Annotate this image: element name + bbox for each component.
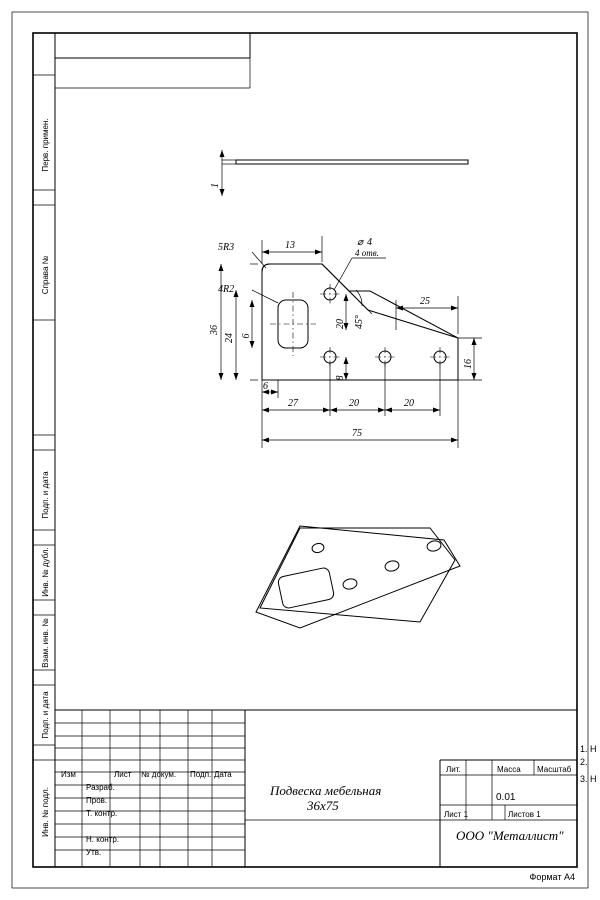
part-name-line1: Подвеска мебельная xyxy=(270,783,382,798)
dim-8: 8 xyxy=(335,375,346,381)
dim-hole-dia: ⌀ 4 xyxy=(357,237,373,248)
left-label-1: Справа № xyxy=(41,255,50,295)
left-label-5: Подп. и дата xyxy=(41,691,50,739)
dim-75: 75 xyxy=(352,428,362,439)
label-sheets: Листов 1 xyxy=(508,810,541,819)
company-name: ООО "Металлист" xyxy=(456,828,564,843)
part-name-line2: 36х75 xyxy=(307,798,339,813)
front-view xyxy=(209,236,482,448)
tb-header-podp: Подп. xyxy=(190,770,212,779)
format-label: Формат А4 xyxy=(529,872,575,882)
dim-20-b: 20 xyxy=(404,398,414,409)
tb-header-data: Дата xyxy=(214,770,232,779)
value-mass: 0.01 xyxy=(496,792,516,803)
label-masshtab: Масштаб xyxy=(537,765,572,774)
dim-24: 24 xyxy=(224,333,235,343)
dim-27: 27 xyxy=(288,398,298,409)
right-note-2: 3. Н xyxy=(580,774,597,784)
sheet-frame xyxy=(33,33,577,867)
dim-thickness: 1 xyxy=(210,183,221,188)
top-left-box xyxy=(55,33,250,88)
tb-row-nkontr: Н. контр. xyxy=(86,835,120,844)
tb-row-utv: Утв. xyxy=(86,848,102,857)
tb-header-dokum: № докум. xyxy=(141,770,177,779)
tb-header-izm: Изм xyxy=(61,770,76,779)
label-massa: Масса xyxy=(497,765,521,774)
right-note-1: 2. xyxy=(580,757,588,767)
label-lit: Лит. xyxy=(446,765,461,774)
dim-5R3: 5R3 xyxy=(218,242,235,253)
dim-20-a: 20 xyxy=(349,398,359,409)
tb-header-list: Лист xyxy=(114,770,132,779)
tb-row-tkontr: Т. контр. xyxy=(86,809,118,818)
left-label-4: Взам. инв. № xyxy=(41,618,50,668)
dim-6-bottom: 6 xyxy=(263,381,268,392)
sheet-outer-border xyxy=(12,12,588,888)
left-label-6: Инв. № подл. xyxy=(41,787,50,837)
dim-16: 16 xyxy=(463,359,474,369)
dim-angle: 45° xyxy=(354,315,365,329)
isometric-view xyxy=(256,526,460,628)
left-label-0: Перв. примен. xyxy=(41,118,50,172)
dim-36: 36 xyxy=(209,325,220,335)
dim-25: 25 xyxy=(420,296,430,307)
left-label-2: Подп. и дата xyxy=(41,471,50,519)
left-label-3: Инв. № дубл. xyxy=(41,547,50,597)
label-sheet: Лист 1 xyxy=(444,810,469,819)
title-block xyxy=(55,710,597,867)
dim-hole-count: 4 отв. xyxy=(355,248,379,258)
dim-13: 13 xyxy=(285,240,295,251)
dim-6-left: 6 xyxy=(241,333,252,339)
right-note-0: 1. Н xyxy=(580,744,597,754)
tb-row-razrab: Разраб. xyxy=(86,783,115,792)
tb-row-prov: Пров. xyxy=(86,796,108,805)
dim-20-vert: 20 xyxy=(335,319,346,329)
edge-view xyxy=(210,150,468,196)
dim-4R2: 4R2 xyxy=(218,284,235,295)
